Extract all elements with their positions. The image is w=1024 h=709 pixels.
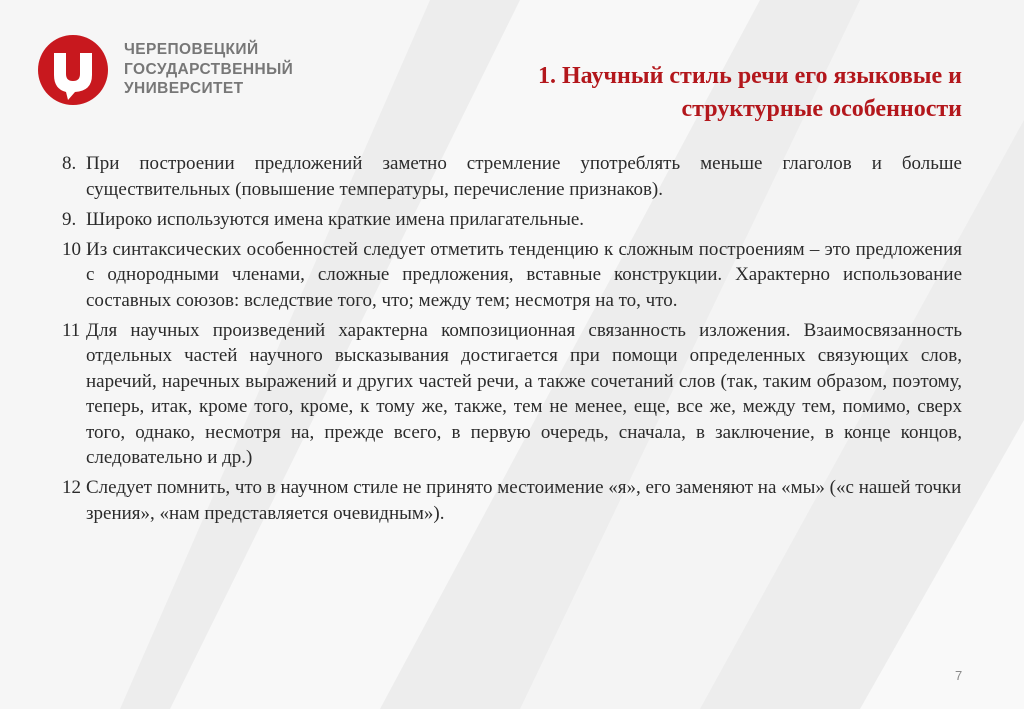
university-name [124, 40, 293, 99]
slide-title [538, 60, 962, 126]
university-name-line-3: УНИВЕРСИТЕТ [124, 80, 244, 97]
list-item-text: При построении предложений заметно стремление употреблять меньше глаголов и больше существительных (повышение температуры, перечисление признаков). [86, 153, 962, 200]
list-item-number: 12 [62, 477, 81, 498]
list-item-text: Широко используются имена краткие имена прилагательные. [86, 208, 585, 230]
slide-title-line-2: структурные особенности [681, 96, 962, 122]
list-item [62, 237, 962, 314]
list-item-text: Следует помнить, что в научном стиле не принято местоимение «я», его заменяют на «мы» («с нашей точки зрения», «нам представляется очевидным»). [86, 477, 962, 524]
slide-body [62, 151, 962, 531]
list-item [62, 475, 962, 526]
slide-title-line-1: 1. Научный стиль речи его языковые и [538, 63, 962, 89]
list-item-number: 9. [62, 208, 77, 230]
list-item-text: Для научных произведений характерна композиционная связанность изложения. Взаимосвязанность отдельных частей научного высказывания достигается при помощи определенных связующих слов, наречий, наречных выражений и других частей речи, а также сочетаний слов (так, таким образом, поэтому, теперь, итак, кроме того, кроме, к тому же, также, тем не менее, еще, все же, между тем, помимо, сверх того, однако, несмотря на, прежде всего, в первую очередь, сначала, в заключение, в конце концов, следовательно и др.) [86, 319, 962, 468]
list-item-number: 11 [62, 319, 81, 341]
page-number: 7 [955, 668, 963, 683]
university-logo-icon [37, 34, 109, 106]
list-item-number: 10 [62, 238, 81, 260]
list-item-text: Из синтаксических особенностей следует отметить тенденцию к сложным построениям – это предложения с однородными членами, сложные предложения, вставные конструкции. Характерно использование составных союзов: вследствие того, что; между тем; несмотря на то, что. [86, 238, 962, 311]
university-name-line-2: ГОСУДАРСТВЕННЫЙ [124, 60, 294, 78]
list-item [62, 318, 962, 471]
list-item [62, 151, 962, 202]
list-item [62, 207, 962, 233]
list-item-number: 8. [62, 153, 77, 174]
university-name-line-1: ЧЕРЕПОВЕЦКИЙ [124, 41, 259, 58]
